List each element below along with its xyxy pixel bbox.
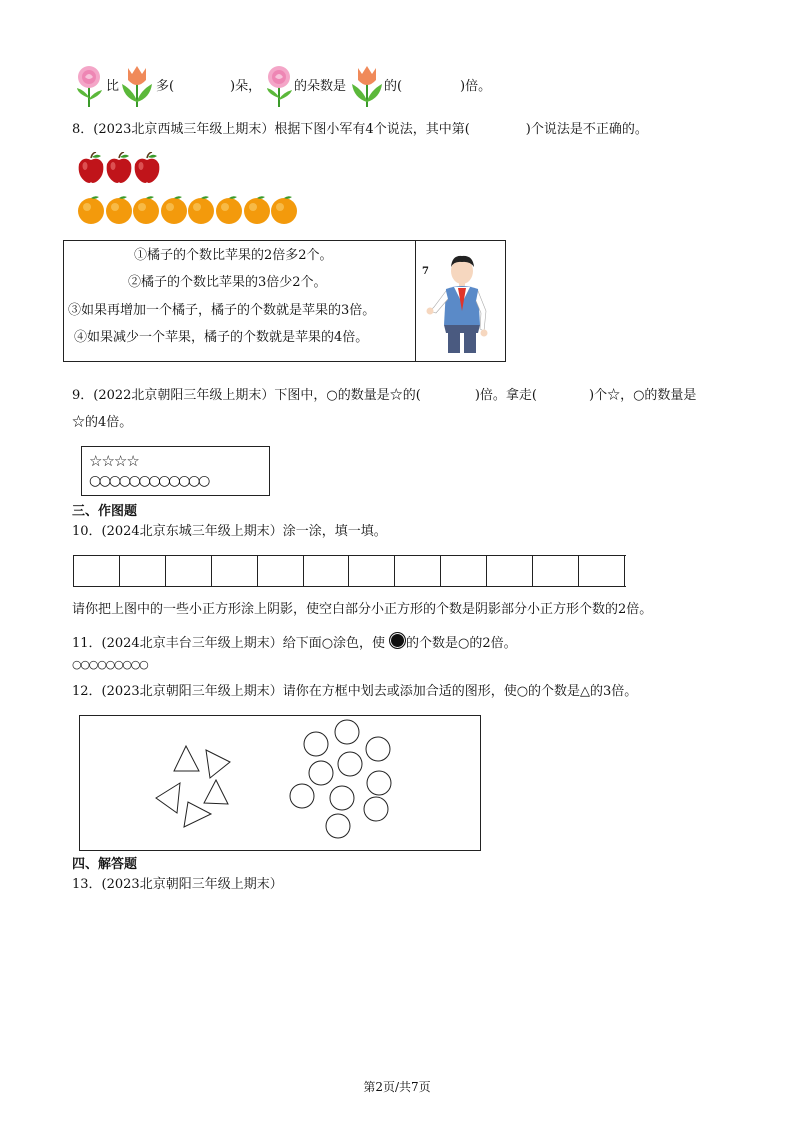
- circle-shape[interactable]: [309, 761, 333, 785]
- q9-text-c: )个☆，○的数量是: [589, 388, 697, 403]
- statement-3: ③如果再增加一个橘子，橘子的个数就是苹果的3倍。: [68, 303, 376, 318]
- orange-icon: [270, 195, 298, 225]
- tulip-icon: [350, 62, 384, 108]
- circle-shape[interactable]: [330, 786, 354, 810]
- orange-icon: [243, 195, 271, 225]
- q11-circles: ○○○○○○○○○: [72, 658, 148, 671]
- q9-line-1: [72, 387, 696, 405]
- q10-title: 10．(2024北京东城三年级上期末）涂一涂，填一填。: [72, 524, 387, 539]
- statement-2: ②橘子的个数比苹果的3倍少2个。: [128, 275, 327, 290]
- circle-shape[interactable]: [364, 797, 388, 821]
- circle-shape[interactable]: [290, 784, 314, 808]
- q12-title: 12．(2023北京朝阳三年级上期末）请你在方框中划去或添加合适的图形，使○的个数是△的3倍。: [72, 684, 638, 699]
- q9-line-2: ☆的4倍。: [72, 415, 133, 430]
- box-divider: [415, 241, 416, 361]
- q12-shapes: [80, 716, 480, 850]
- grid-square[interactable]: [350, 556, 396, 586]
- q9-figure-box: [81, 446, 270, 496]
- q7-text-2: 多(: [156, 79, 175, 94]
- q10-instruction: 请你把上图中的一些小正方形涂上阴影，使空白部分小正方形的个数是阴影部分小正方形个数的2倍。: [72, 602, 653, 617]
- triangle-shape[interactable]: [206, 750, 230, 778]
- q10-square-grid: [73, 555, 626, 587]
- circle-shape[interactable]: [335, 720, 359, 744]
- section-4-heading: 四、解答题: [72, 857, 138, 872]
- q7-text-6: )倍。: [460, 79, 492, 94]
- q11-text-b: 的个数是○的2倍。: [406, 636, 517, 651]
- q7-text-1: 比: [106, 79, 120, 94]
- q13-title: 13．(2023北京朝阳三年级上期末）: [72, 877, 283, 892]
- triangle-shape[interactable]: [156, 783, 180, 813]
- q9-text-a: 9．(2022北京朝阳三年级上期末）下图中，○的数量是☆的(: [72, 388, 421, 403]
- triangle-shape[interactable]: [184, 802, 211, 827]
- triangle-shape[interactable]: [174, 746, 199, 771]
- grid-square[interactable]: [579, 556, 625, 586]
- triangle-shape[interactable]: [204, 780, 228, 804]
- grid-square[interactable]: [212, 556, 258, 586]
- q11-text-a: 11．(2024北京丰台三年级上期末）给下面○涂色，使: [72, 636, 386, 651]
- statement-4: ④如果减少一个苹果，橘子的个数就是苹果的4倍。: [74, 330, 369, 345]
- q7-text-4: 的朵数是: [294, 79, 347, 94]
- boy-figure: [426, 253, 496, 355]
- circle-shape[interactable]: [304, 732, 328, 756]
- orange-icon: [77, 195, 105, 225]
- orange-icon: [160, 195, 188, 225]
- grid-square[interactable]: [304, 556, 350, 586]
- q9-text-b: )倍。拿走(: [474, 388, 537, 403]
- orange-icon: [132, 195, 160, 225]
- orange-icon: [105, 195, 133, 225]
- grid-square[interactable]: [74, 556, 120, 586]
- grid-square[interactable]: [441, 556, 487, 586]
- grid-square[interactable]: [258, 556, 304, 586]
- orange-icon: [187, 195, 215, 225]
- q8-suffix: )个说法是不正确的。: [525, 122, 648, 137]
- rose-icon: [262, 64, 296, 108]
- mark-7: 7: [422, 266, 429, 277]
- apple-icon: [133, 152, 161, 184]
- page-footer: 第2页/共7页: [363, 1080, 431, 1094]
- orange-icon: [215, 195, 243, 225]
- q12-figure-box: [79, 715, 481, 851]
- apple-icon: [77, 152, 105, 184]
- orange-row: [77, 195, 317, 225]
- grid-square[interactable]: [166, 556, 212, 586]
- grid-square[interactable]: [120, 556, 166, 586]
- tulip-icon: [120, 62, 154, 108]
- statement-1: ①橘子的个数比苹果的2倍多2个。: [134, 248, 333, 263]
- section-3-heading: 三、作图题: [72, 504, 138, 519]
- grid-square[interactable]: [533, 556, 579, 586]
- q7-text-5: 的(: [384, 79, 403, 94]
- circle-shape[interactable]: [367, 771, 391, 795]
- q8-prefix: 8．(2023北京西城三年级上期末）根据下图小军有4个说法，其中第(: [72, 122, 470, 137]
- grid-square[interactable]: [395, 556, 441, 586]
- q9-stars: ☆☆☆☆: [89, 452, 139, 470]
- q11-question: [72, 632, 517, 653]
- circle-shape[interactable]: [326, 814, 350, 838]
- rose-icon: [72, 64, 106, 108]
- q9-circles: ○○○○○○○○○○○○: [89, 473, 208, 489]
- apple-icon: [105, 152, 133, 184]
- q8-statement-box: [63, 240, 506, 362]
- circle-shape[interactable]: [366, 737, 390, 761]
- apple-row: [77, 152, 197, 184]
- circle-shape[interactable]: [338, 752, 362, 776]
- grid-square[interactable]: [487, 556, 533, 586]
- q7-text-3: )朵，: [230, 79, 262, 94]
- q8-question: [72, 121, 648, 139]
- filled-circle-icon: [389, 632, 406, 649]
